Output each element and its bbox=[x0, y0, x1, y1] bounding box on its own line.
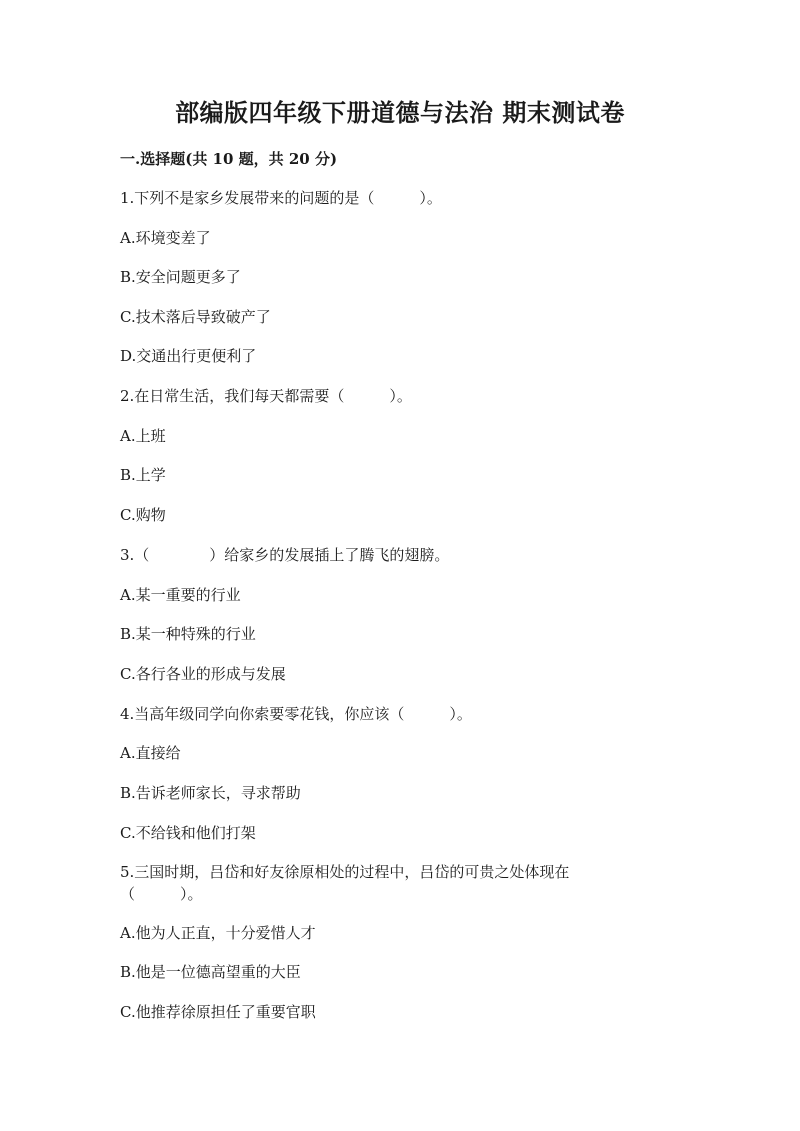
question-4-option-a: A.直接给 bbox=[120, 744, 181, 762]
question-5-option-b: B.他是一位德高望重的大臣 bbox=[120, 963, 301, 981]
question-4-stem: 4.当高年级同学向你索要零花钱，你应该（ ）。 bbox=[120, 705, 472, 723]
question-5-option-c: C.他推荐徐原担任了重要官职 bbox=[120, 1003, 316, 1021]
question-1-option-c: C.技术落后导致破产了 bbox=[120, 308, 271, 326]
question-2-option-c: C.购物 bbox=[120, 506, 166, 524]
question-5-stem: 5.三国时期，吕岱和好友徐原相处的过程中，吕岱的可贵之处体现在（ ）。 bbox=[120, 863, 570, 903]
exam-title: 部编版四年级下册道德与法治 期末测试卷 bbox=[175, 98, 625, 127]
question-1-option-b: B.安全问题更多了 bbox=[120, 268, 241, 286]
question-1-option-d: D.交通出行更便利了 bbox=[120, 347, 257, 365]
question-4-option-c: C.不给钱和他们打架 bbox=[120, 824, 256, 842]
question-5-option-a: A.他为人正直，十分爱惜人才 bbox=[120, 924, 316, 942]
question-3-option-b: B.某一种特殊的行业 bbox=[120, 625, 256, 643]
question-3-option-c: C.各行各业的形成与发展 bbox=[120, 665, 286, 683]
question-1-stem: 1.下列不是家乡发展带来的问题的是（ ）。 bbox=[120, 189, 442, 207]
question-3-stem: 3.（ ）给家乡的发展插上了腾飞的翅膀。 bbox=[120, 546, 450, 564]
question-2-option-a: A.上班 bbox=[120, 427, 166, 445]
question-3-option-a: A.某一重要的行业 bbox=[120, 586, 241, 604]
question-2-option-b: B.上学 bbox=[120, 466, 166, 484]
question-1-option-a: A.环境变差了 bbox=[120, 229, 211, 247]
question-4-option-b: B.告诉老师家长，寻求帮助 bbox=[120, 784, 301, 802]
question-2-stem: 2.在日常生活，我们每天都需要（ ）。 bbox=[120, 387, 412, 405]
section-heading: 一.选择题(共 10 题，共 20 分) bbox=[120, 150, 338, 168]
